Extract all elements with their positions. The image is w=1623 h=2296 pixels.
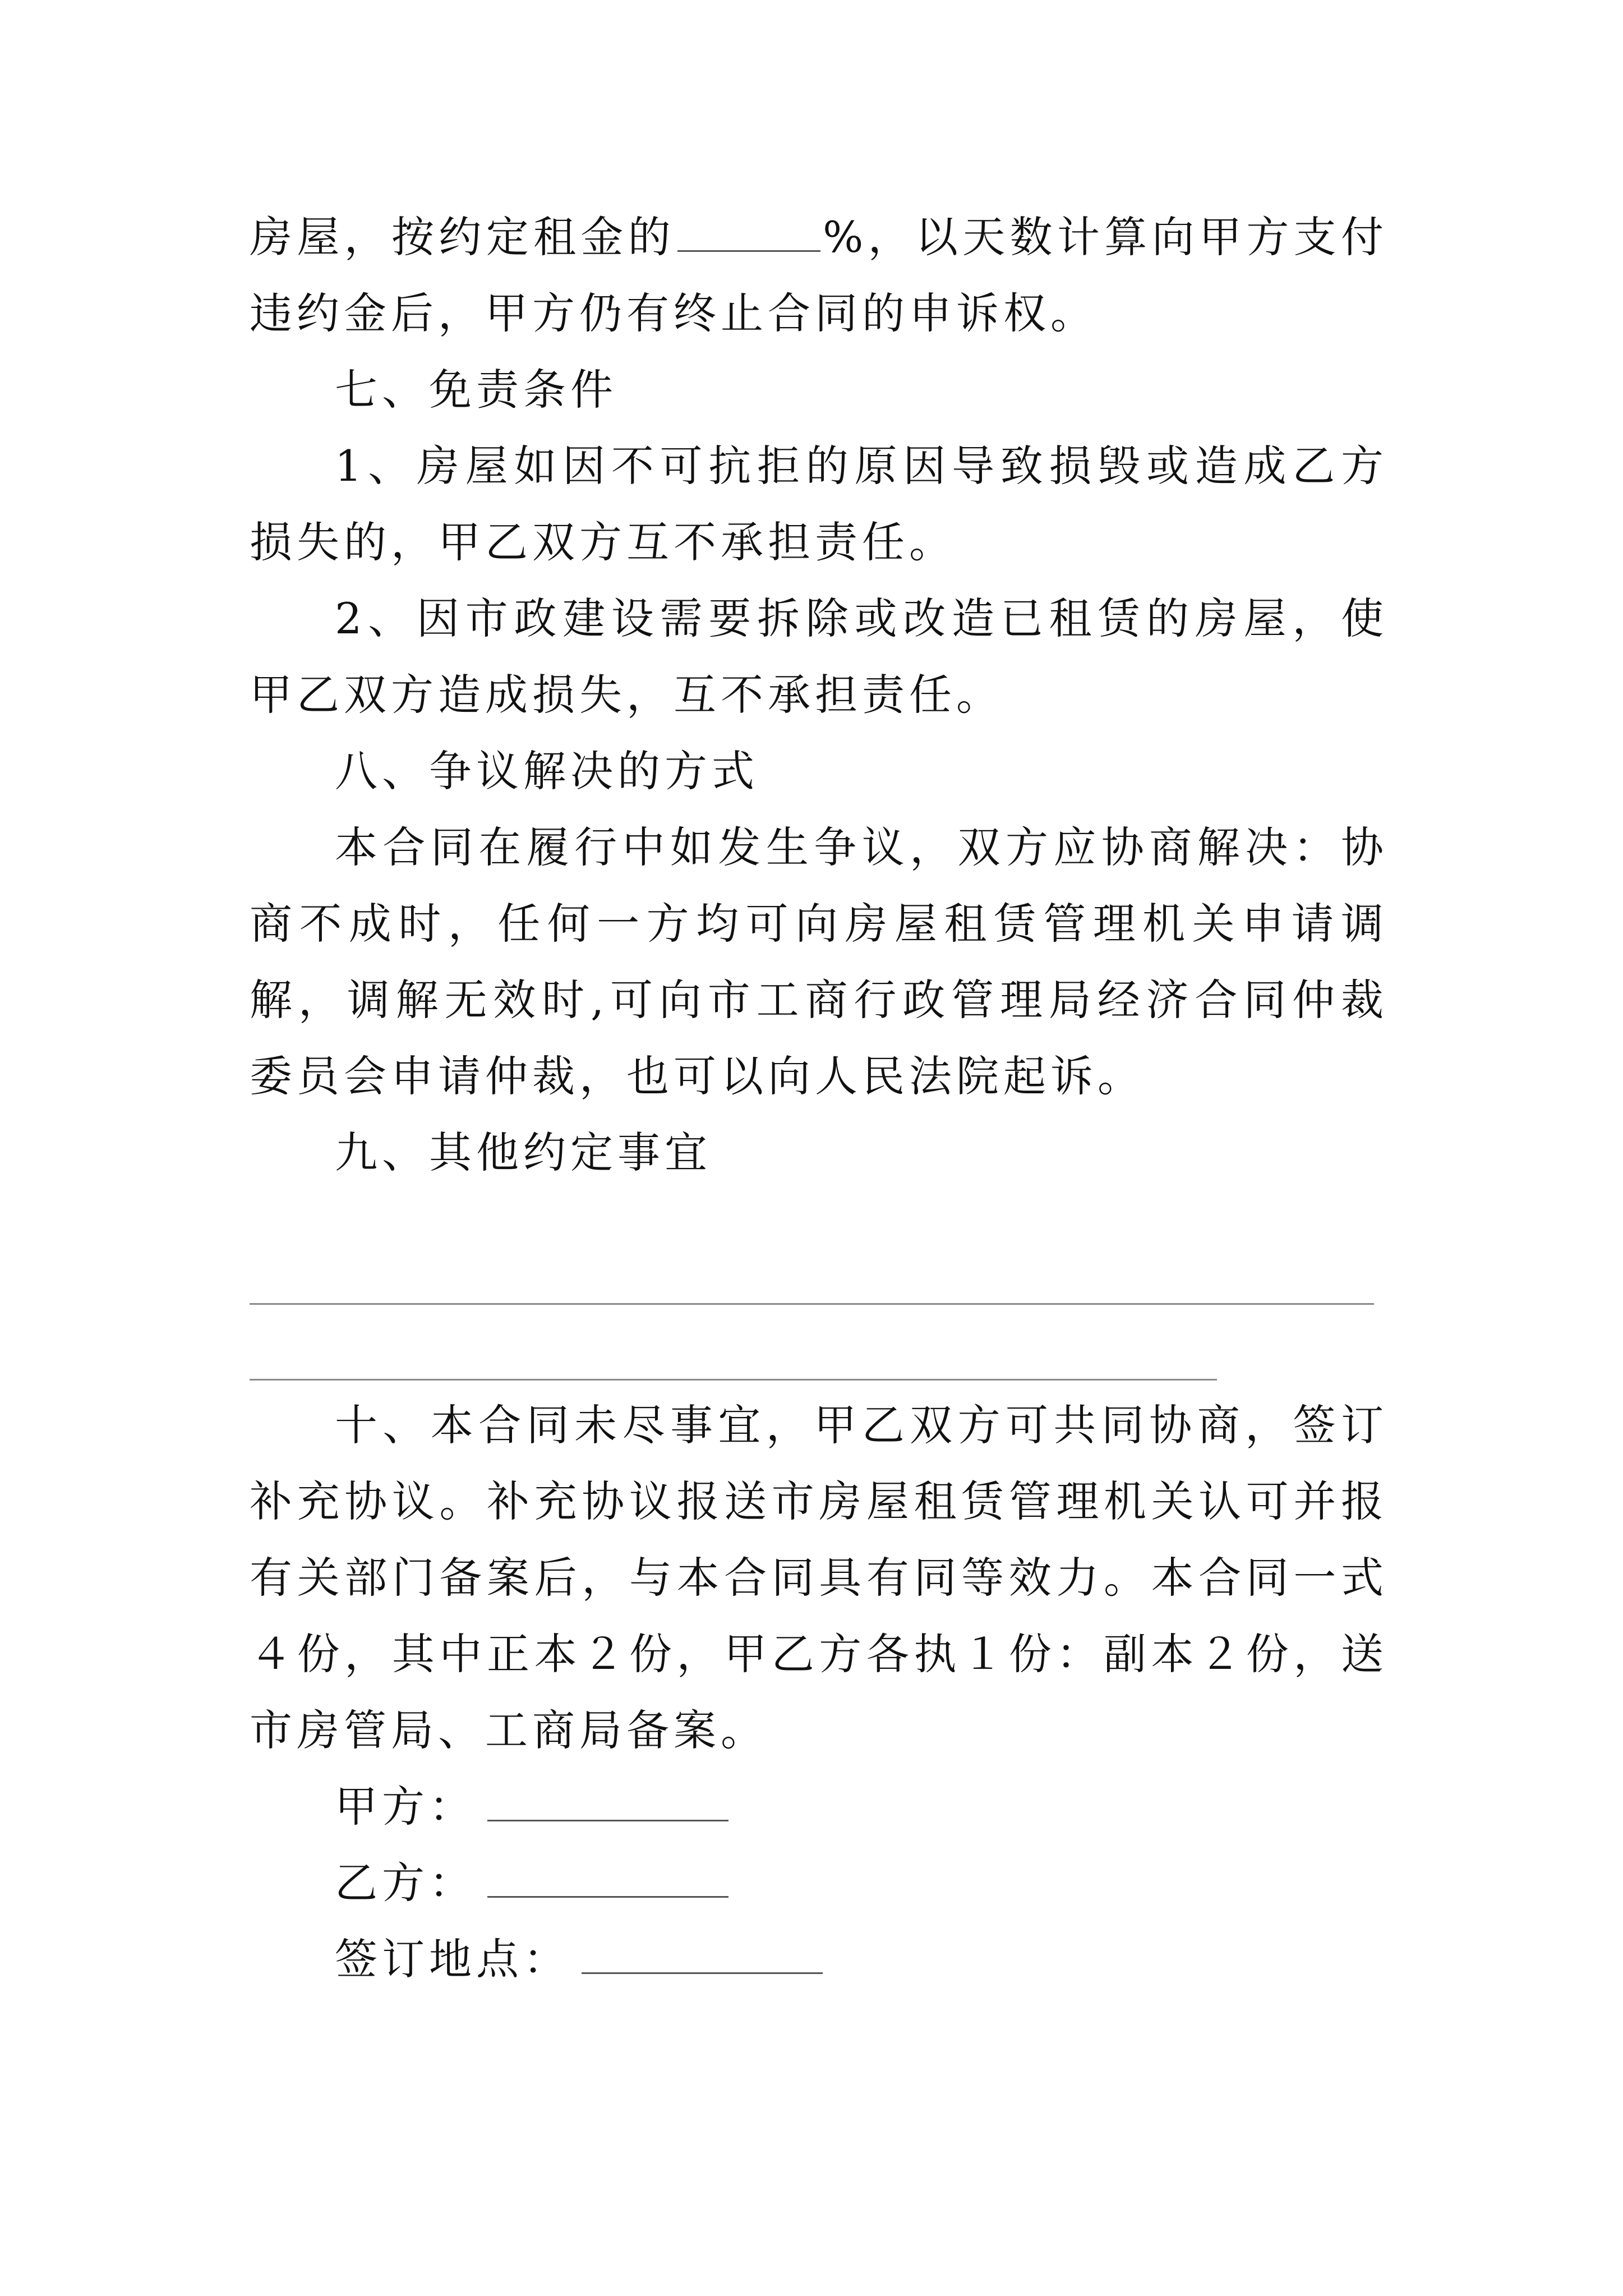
party-a-signature-row — [250, 1769, 1388, 1845]
section-7-heading: 七、免责条件 — [335, 365, 617, 415]
penalty-text-after: %，以天数计算向甲方支付违约金后，甲方仍有终止合同的申诉权。 — [250, 212, 1389, 338]
signing-location-blank[interactable] — [582, 1939, 823, 1974]
fill-in-line[interactable] — [250, 1379, 1217, 1381]
section-7-clause-1: 1、房屋如因不可抗拒的原因导致损毁或造成乙方损失的，甲乙双方互不承担责任。 — [250, 441, 1388, 567]
contract-body — [250, 199, 1388, 1998]
other-matters-fill-area — [250, 1191, 1388, 1387]
section-8-heading: 八、争议解决的方式 — [335, 746, 759, 796]
party-b-label: 乙方： — [335, 1858, 476, 1908]
penalty-text-before: 房屋，按约定租金的 — [250, 212, 676, 262]
section-8-text: 本合同在履行中如发生争议，双方应协商解决：协商不成时，任何一方均可向房屋租赁管理机关申请调解，调解无效时,可向市工商行政管理局经济合同仲裁委员会申请仲裁，也可以向人民法院起诉。 — [250, 822, 1388, 1101]
fill-in-line[interactable] — [250, 1303, 1374, 1305]
signing-location-row — [250, 1921, 1388, 1998]
section-7-clause-2: 2、因市政建设需要拆除或改造已租赁的房屋，使甲乙双方造成损失，互不承担责任。 — [250, 593, 1388, 720]
party-b-blank[interactable] — [487, 1862, 728, 1898]
penalty-paragraph — [250, 199, 1388, 352]
party-a-label: 甲方： — [335, 1782, 476, 1832]
section-10-text: 十、本合同未尽事宜，甲乙双方可共同协商，签订补充协议。补充协议报送市房屋租赁管理机关认可并报有关部门备案后，与本合同具有同等效力。本合同一式４份，其中正本２份，甲乙方各执１份：副本２份，送市房管局、工商局备案。 — [250, 1400, 1388, 1755]
party-a-blank[interactable] — [487, 1786, 728, 1821]
signing-location-label: 签订地点： — [335, 1934, 570, 1984]
penalty-percent-blank[interactable] — [677, 217, 820, 252]
section-9-heading: 九、其他约定事宜 — [335, 1128, 712, 1177]
party-b-signature-row — [250, 1845, 1388, 1921]
